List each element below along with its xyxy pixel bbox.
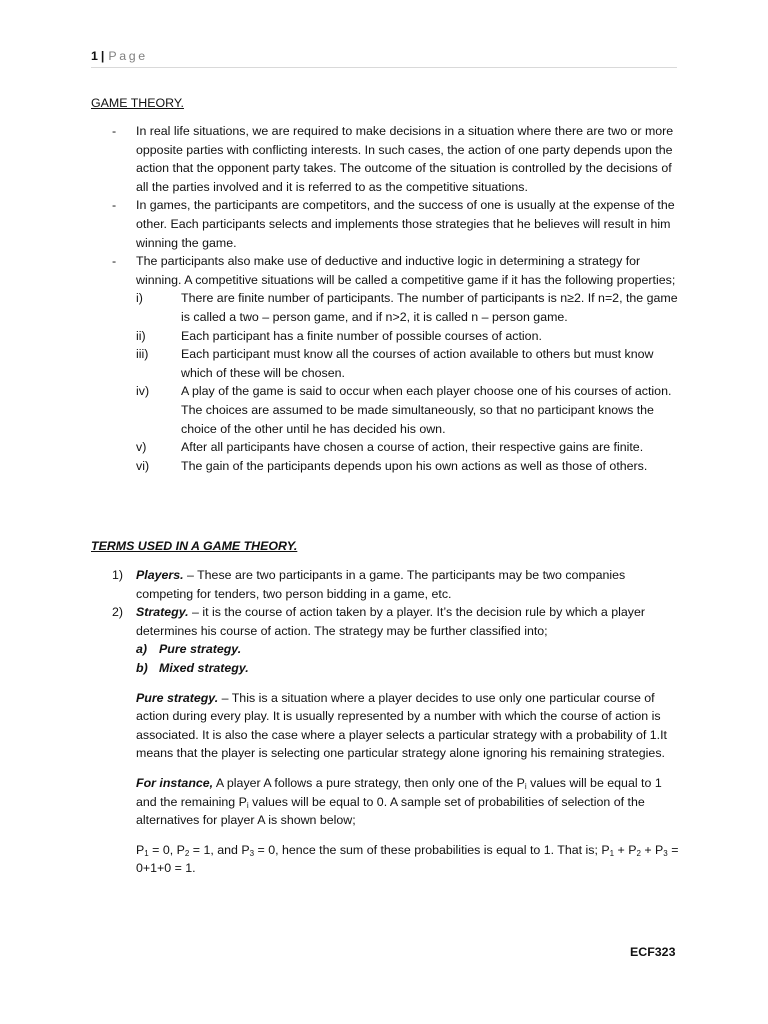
property-number: iii) (136, 347, 149, 362)
pure-strategy-lead: Pure strategy. (136, 690, 219, 705)
property-text: A play of the game is said to occur when each player choose one of his courses of action. The choices are assumed to be made simultaneously, so that no participant knows the choice of the other until he has decided his own. (181, 384, 672, 436)
property-number: vi) (136, 458, 150, 473)
term-number: 1) (112, 568, 124, 582)
property-item (136, 345, 681, 382)
subscript: 1 (144, 848, 149, 858)
terms-list (91, 566, 681, 878)
section-heading-game-theory: GAME THEORY. (91, 96, 184, 110)
bullet-item: - In real life situations, we are required to make decisions in a situation where there are two or more opposite parties with conflicting interests. In such cases, the action of one party depends upon the action that the opponent party takes. The outcome of the situation is controlled by the decisions of all the parties involved and it is referred to as the competitive situations. (91, 122, 681, 196)
term-number: 2) (112, 605, 124, 620)
page-number: 1 (91, 49, 98, 63)
for-instance-lead: For instance, (136, 775, 214, 790)
footer-course-code: ECF323 (630, 945, 676, 959)
instance-text: values will be equal to 0. A sample set of probabilities of selection of the alternatives for player A is shown below; (136, 794, 645, 828)
property-text: After all participants have chosen a course of action, their respective gains are finite. (181, 440, 644, 455)
intro-bullet-list (91, 122, 681, 475)
property-text: There are finite number of participants. The number of participants is n≥2. If n=2, the game is called a two – person game, and if n>2, it is called n – person game. (181, 291, 678, 324)
eq-text: = 0, (148, 842, 177, 857)
eq-symbol: P (601, 842, 610, 857)
for-instance-paragraph (91, 774, 681, 830)
property-number: v) (136, 440, 147, 455)
header-rule (91, 67, 677, 68)
strategy-type-item (136, 659, 681, 678)
eq-text: + (614, 842, 629, 857)
pure-strategy-paragraph (91, 689, 681, 763)
property-item (136, 457, 681, 476)
instance-text: values will be equal to 1 and the remaining P (136, 775, 662, 809)
term-label: Players. (136, 568, 184, 582)
eq-symbol: P (136, 842, 145, 857)
term-label: Strategy. (136, 605, 189, 620)
subscript: i (246, 800, 249, 810)
pure-strategy-text: – This is a situation where a player decides to use only one particular course of action during every play. It is usually represented by a number with which the course of action is associated. It is also the case where a player selects a particular strategy with a probability of 1.It means that the player is selecting one particular strategy alone ignoring his remaining strategies. (136, 690, 667, 761)
strategy-type-item (136, 640, 681, 659)
property-item (136, 438, 681, 457)
bullet-item: - In games, the participants are competitors, and the success of one is usually at the expense of the other. Each participants selects and implements those strategies that he believes will result in him winning the game. (91, 196, 681, 252)
subscript: 1 (609, 848, 615, 858)
property-item (136, 382, 681, 438)
eq-text: = 0+1+0 = 1. (136, 842, 679, 876)
property-item (136, 289, 681, 326)
bullet-item (91, 252, 681, 475)
bullet-text: The participants also make use of deductive and inductive logic in determining a strategy for winning. A competitive situations will be called a competitive game if it has the following properties; (136, 254, 676, 287)
page-word: Page (108, 49, 148, 63)
property-number: ii) (136, 328, 146, 343)
property-text: Each participant has a finite number of possible courses of action. (181, 328, 542, 343)
strategy-type-letter: a) (136, 642, 148, 657)
property-item (136, 327, 681, 346)
subscript: 3 (249, 848, 255, 858)
eq-symbol: P (241, 842, 250, 857)
subscript: 2 (636, 848, 641, 858)
instance-text: A player A follows a pure strategy, then only one of the P (213, 775, 525, 790)
property-number: iv) (136, 384, 150, 399)
term-definition: – it is the course of action taken by a player. It’s the decision rule by which a player determines his course of action. The strategy may be further classified into; (136, 605, 645, 638)
header-separator: | (100, 49, 105, 63)
section-heading-terms: TERMS USED IN A GAME THEORY. (91, 539, 298, 553)
eq-text: = 1, and (189, 842, 242, 857)
subscript: 3 (663, 848, 668, 858)
eq-symbol: P (628, 842, 637, 857)
properties-list (136, 289, 681, 475)
subscript: i (524, 781, 527, 791)
eq-symbol: P (176, 842, 185, 857)
page-header (91, 47, 148, 66)
eq-text: + (640, 842, 656, 857)
term-item-strategy (91, 603, 681, 677)
subscript: 2 (184, 848, 190, 858)
strategy-type-label: Pure strategy. (159, 642, 242, 657)
eq-symbol: P (655, 842, 664, 857)
property-text: Each participant must know all the courses of action available to others but must know which of these will be chosen. (181, 347, 654, 380)
strategy-type-letter: b) (136, 660, 148, 675)
property-number: i) (136, 291, 143, 306)
property-text: The gain of the participants depends upon his own actions as well as those of others. (181, 458, 648, 473)
term-definition: – These are two participants in a game. The participants may be two companies competing for tenders, two person bidding in a game, etc. (136, 568, 626, 601)
term-item-players (91, 566, 681, 603)
probability-equation (91, 841, 681, 878)
strategy-type-label: Mixed strategy. (159, 660, 249, 675)
eq-text: = 0, hence the sum of these probabilities is equal to 1. That is; (254, 842, 602, 857)
